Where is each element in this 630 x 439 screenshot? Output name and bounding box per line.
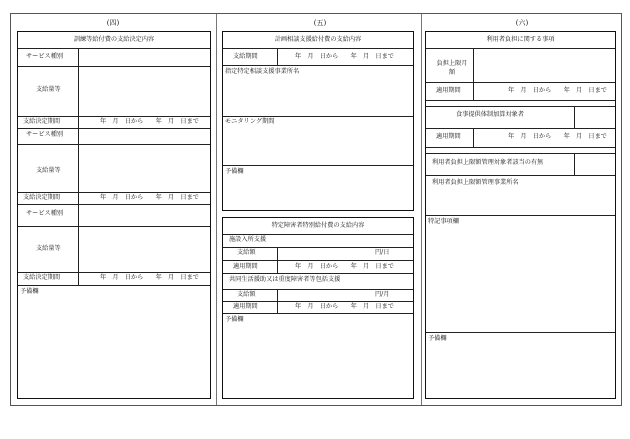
amount-label: 支給額 [237, 291, 256, 298]
notes-label: 予備欄 [225, 168, 244, 175]
period-label: 支給決定期間 [23, 118, 61, 125]
cap-label: 負担上限月額 [436, 60, 468, 76]
period-value: 年 月 日から 年 月 日まで [295, 303, 394, 310]
section-title: 訓練等給付費の支給決定内容 [73, 36, 155, 43]
period-value: 年 月 日から 年 月 日まで [508, 87, 607, 94]
notes-label: 予備欄 [225, 316, 244, 323]
period-value: 年 月 日から 年 月 日まで [508, 133, 607, 140]
amount-label: 支給量等 [36, 245, 61, 252]
notes-label: 予備欄 [428, 335, 447, 342]
section-title: 計画相談支援給付費の支給内容 [274, 36, 362, 43]
amount-unit: 円/日 [375, 249, 390, 256]
cap-management-label: 利用者負担上限額管理対象者該当の有無 [432, 159, 544, 166]
service-type-label: サービス種別 [26, 210, 64, 217]
cap-office-label: 利用者負担上限額管理事業所名 [432, 179, 519, 186]
service-type-label: サービス種別 [26, 131, 64, 138]
period-value: 年 月 日から 年 月 日まで [295, 263, 394, 270]
group-home-label: 共同生活援助又は重度障害者等包括支援 [229, 276, 341, 283]
user-burden-box [425, 31, 616, 399]
meal-label: 食事提供体制加算対象者 [456, 111, 525, 118]
applied-period-label: 適用期間 [436, 133, 461, 140]
special-benefit-box [222, 217, 414, 399]
amount-label: 支給量等 [36, 86, 61, 93]
monitoring-label: モニタリング期間 [225, 118, 275, 125]
amount-label: 支給量等 [36, 167, 61, 174]
amount-label: 支給額 [237, 249, 256, 256]
period-label: 支給決定期間 [23, 274, 61, 281]
applied-period-label: 適用期間 [233, 303, 258, 310]
period-value: 年 月 日から 年 月 日まで [100, 118, 199, 125]
training-benefit-box [17, 31, 211, 399]
period-label: 支給期間 [233, 53, 258, 60]
amount-unit: 円/月 [375, 291, 390, 298]
period-value: 年 月 日から 年 月 日まで [100, 194, 199, 201]
panel-label-4: (四) [106, 19, 120, 27]
office-label: 指定特定相談支援事業所名 [225, 68, 300, 75]
period-value: 年 月 日から 年 月 日まで [295, 53, 394, 60]
applied-period-label: 適用期間 [233, 263, 258, 270]
facility-label: 施設入所支援 [229, 236, 267, 243]
panel-label-5: (五) [313, 19, 327, 27]
plan-consultation-box [222, 31, 414, 211]
section-title: 特定障害者特別給付費の支給内容 [271, 222, 365, 229]
service-type-label: サービス種別 [26, 53, 64, 60]
period-value: 年 月 日から 年 月 日まで [100, 274, 199, 281]
panel-divider [216, 14, 217, 405]
applied-period-label: 適用期間 [436, 87, 461, 94]
notes-label: 予備欄 [20, 288, 39, 295]
panel-divider [421, 14, 422, 405]
panel-label-6: (六) [515, 19, 529, 27]
period-label: 支給決定期間 [23, 194, 61, 201]
section-title: 利用者負担に関する事項 [486, 36, 555, 43]
special-notes-label: 特記事項欄 [428, 218, 459, 225]
